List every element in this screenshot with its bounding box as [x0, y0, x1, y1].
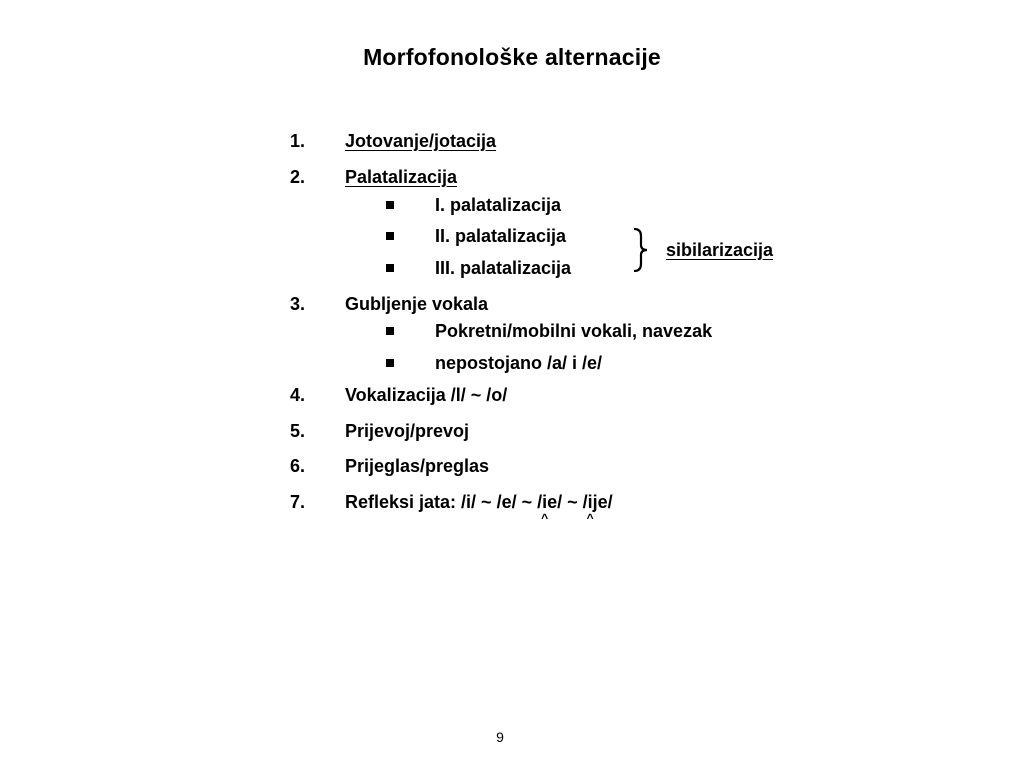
- slide-title: Morfofonološke alternacije: [363, 44, 661, 70]
- square-bullet-icon: [386, 359, 394, 367]
- list-item-label: [345, 492, 613, 525]
- list-item-label: Gubljenje vokala: [345, 294, 489, 314]
- list-item-label: Palatalizacija: [345, 167, 458, 187]
- inverted-breve-diacritic: ^: [541, 511, 549, 525]
- sub-list-item-label: Pokretni/mobilni vokali, navezak: [435, 321, 713, 341]
- semivowel-i: i ^: [586, 492, 594, 525]
- list-item-label: Jotovanje/jotacija: [345, 131, 497, 151]
- list-item-number: 1.: [290, 131, 306, 151]
- semivowel-i: i ^: [541, 492, 549, 525]
- list-item-number: 5.: [290, 421, 306, 441]
- square-bullet-icon: [386, 232, 394, 240]
- sub-list-item-label: nepostojano /a/ i /e/: [435, 353, 603, 373]
- square-bullet-icon: [386, 327, 394, 335]
- list-item-label: Vokalizacija /l/ ~ /o/: [345, 385, 508, 405]
- sub-list-item-label: III. palatalizacija: [435, 258, 572, 278]
- list-item-label: Prijeglas/preglas: [345, 456, 490, 476]
- list-item-number: 4.: [290, 385, 306, 405]
- label-mid: e/ ~ /: [547, 492, 588, 512]
- list-item-label: Prijevoj/prevoj: [345, 421, 470, 441]
- square-bullet-icon: [386, 201, 394, 209]
- page-number: 9: [496, 729, 504, 745]
- list-item-number: 7.: [290, 492, 306, 512]
- inverted-breve-diacritic: ^: [586, 511, 594, 525]
- sub-list-item-label: II. palatalizacija: [435, 226, 567, 246]
- right-brace-icon: [632, 228, 650, 272]
- list-item-number: 3.: [290, 294, 306, 314]
- list-item-number: 2.: [290, 167, 306, 187]
- square-bullet-icon: [386, 264, 394, 272]
- sibilarization-label: sibilarizacija: [666, 240, 774, 260]
- sub-list-item-label: I. palatalizacija: [435, 195, 562, 215]
- label-suffix: je/: [592, 492, 613, 512]
- list-item-number: 6.: [290, 456, 306, 476]
- label-prefix: Refleksi jata: /i/ ~ /e/ ~ /: [345, 492, 543, 512]
